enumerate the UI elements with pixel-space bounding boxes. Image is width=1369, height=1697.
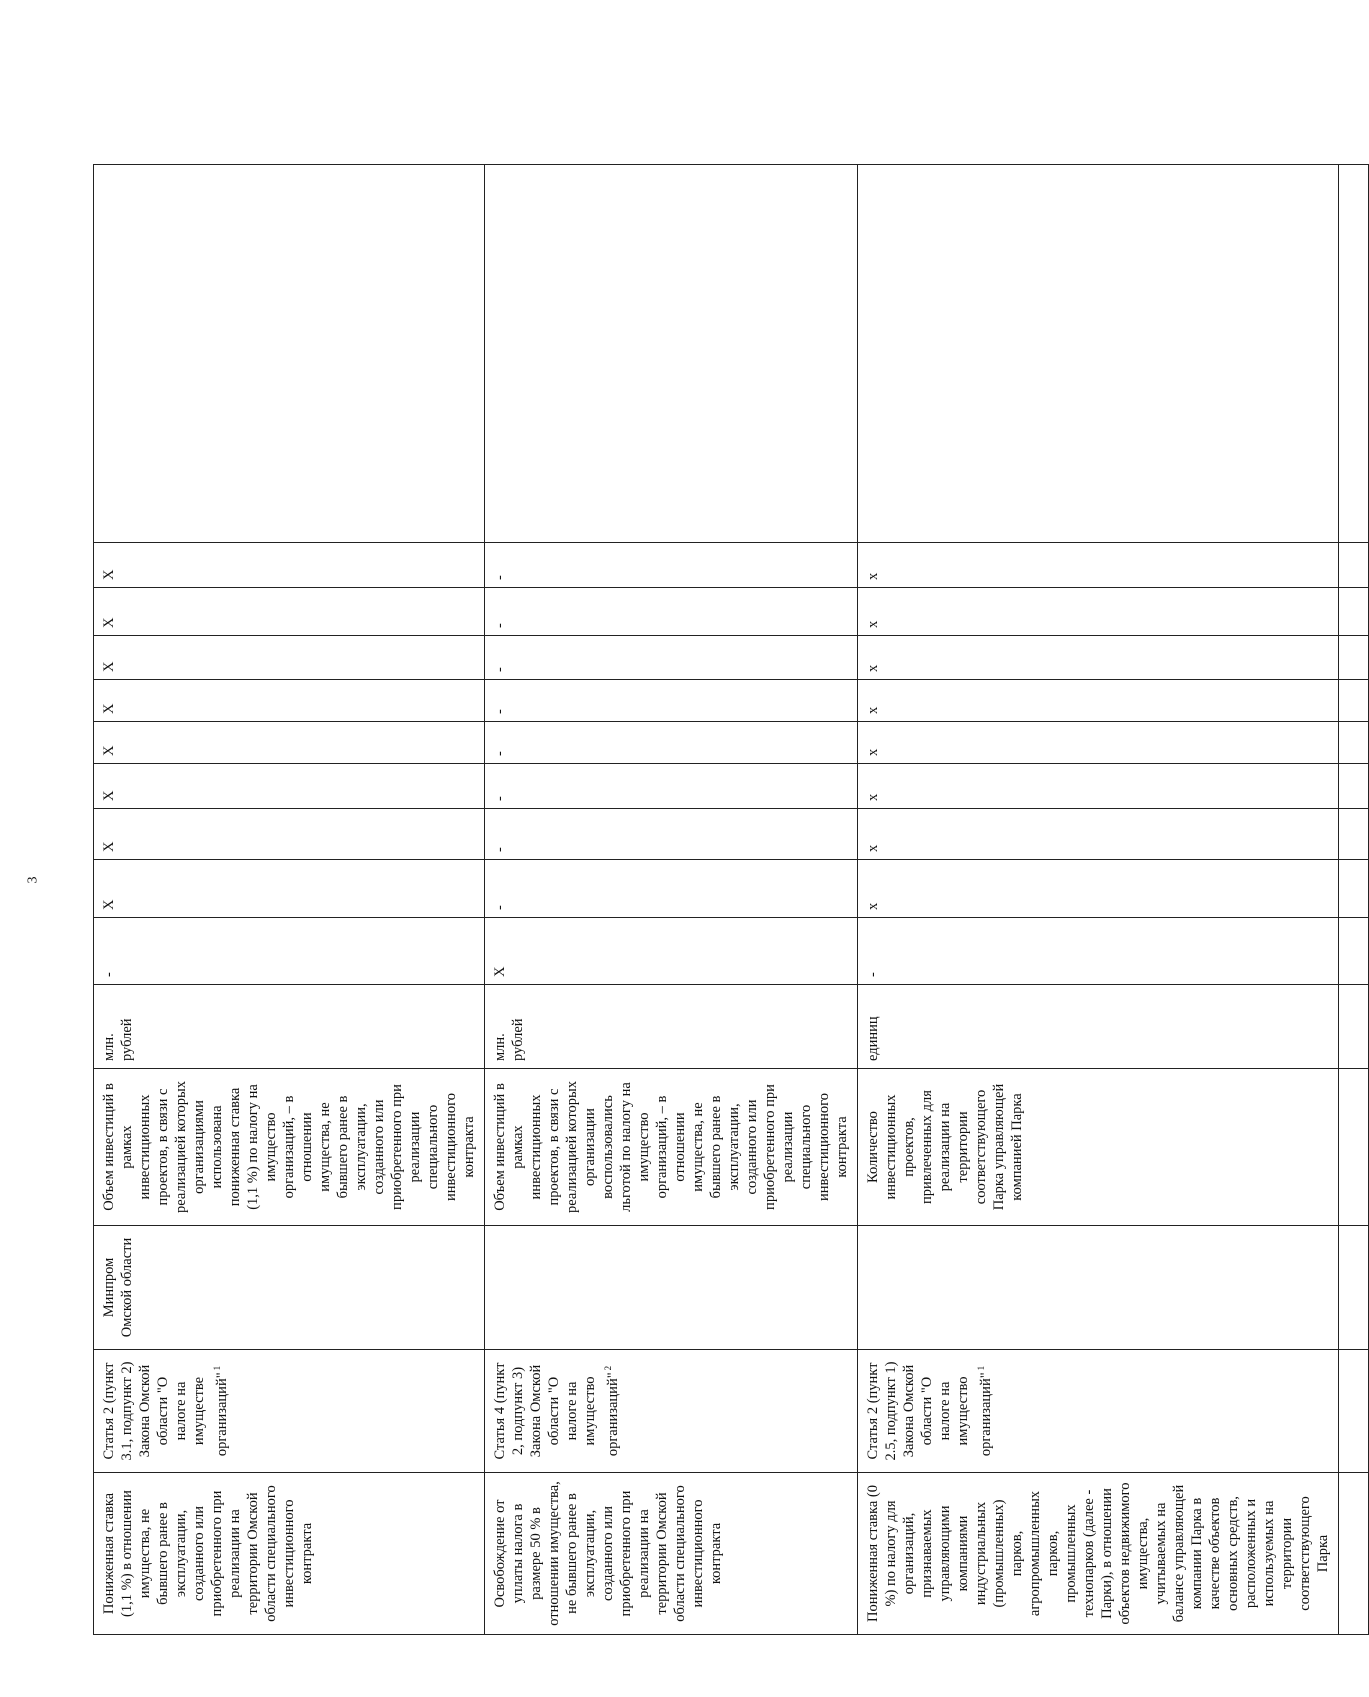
blank-cell — [1339, 1226, 1369, 1350]
table-row — [858, 165, 1339, 1635]
legal-basis: Статья 4 (пункт 2, подпункт 3) Закона Омской области "О налоге на имущество организаций"$^2$ — [485, 1350, 858, 1473]
value-cell: x — [858, 722, 1339, 764]
value-cell: x — [858, 809, 1339, 860]
blank-cell — [1339, 165, 1369, 543]
tax-benefits-table — [93, 164, 1369, 1635]
table-wrapper — [93, 165, 1331, 1635]
legal-basis: Статья 2 (пункт 3.1, подпункт 2) Закона Омской области "О налоге на имуществе организаций"$^1$ — [94, 1350, 485, 1473]
unit: единиц — [858, 985, 1339, 1069]
value-cell: X — [94, 764, 485, 809]
unit: млн. рублей — [485, 985, 858, 1069]
table-row — [94, 165, 485, 1635]
blank-cell — [1339, 722, 1369, 764]
blank-cell — [1339, 985, 1369, 1069]
blank-cell — [94, 165, 485, 543]
value-cell: x — [858, 764, 1339, 809]
benefit-description: Пониженная ставка (1,1 %) в отношении имущества, не бывшего ранее в эксплуатации, созданного или приобретенного при реализации на территории Омской области специального инвестиционного контракта — [94, 1473, 485, 1635]
blank-cell — [485, 165, 858, 543]
blank-cell — [1339, 543, 1369, 588]
blank-cell — [1339, 1350, 1369, 1473]
value-cell: X — [94, 543, 485, 588]
legal-basis: Статья 2 (пункт 2.5, подпункт 1) Закона Омской области "О налоге на имущество организаций"$^1$ — [858, 1350, 1339, 1473]
curator — [858, 1226, 1339, 1350]
blank-cell — [858, 165, 1339, 543]
value-cell: X — [94, 809, 485, 860]
footnote-mark: 2 — [603, 1365, 613, 1371]
value-cell: - — [94, 918, 485, 985]
value-cell: - — [485, 860, 858, 918]
value-cell: - — [485, 764, 858, 809]
value-cell: x — [858, 636, 1339, 680]
blank-cell — [1339, 860, 1369, 918]
blank-cell — [1339, 680, 1369, 722]
value-cell: X — [94, 588, 485, 636]
footnote-mark: 1 — [212, 1365, 222, 1371]
value-cell: X — [94, 860, 485, 918]
value-cell: X — [485, 918, 858, 985]
value-cell: - — [485, 543, 858, 588]
indicator-description: Объем инвестиций в рамках инвестиционных проектов, в связи с реализацией которых организациями использована пониженная ставка (1,1 %) по налогу на имущество организаций, – в отношении имущества, не бывшего ранее в эксплуатации, созданного или приобретенного при реализации специального инвестиционного контракта — [94, 1069, 485, 1226]
page-number: 3 — [25, 876, 41, 884]
value-cell: - — [485, 636, 858, 680]
benefit-description: Освобождение от уплаты налога в размере 50 % в отношении имущества, не бывшего ранее в эксплуатации, созданного или приобретенного при реализации на территории Омской области специального инвестиционного контракта — [485, 1473, 858, 1635]
benefit-description: Пониженная ставка (0 %) по налогу для организаций, признаваемых управляющими компаниями индустриальных (промышленных) парков, агропромышленных парков, промышленных технопарков (далее - Парки), в отношении объектов недвижимого имущества, учитываемых на балансе управляющей компании Парка в качестве объектов основных средств, расположенных и используемых на территории соответствующего Парка — [858, 1473, 1339, 1635]
table-row — [485, 165, 858, 1635]
blank-cell — [1339, 764, 1369, 809]
blank-cell — [1339, 636, 1369, 680]
unit: млн. рублей — [94, 985, 485, 1069]
value-cell: X — [94, 722, 485, 764]
blank-cell — [1339, 1473, 1369, 1635]
curator — [485, 1226, 858, 1350]
blank-cell — [1339, 588, 1369, 636]
value-cell: - — [485, 588, 858, 636]
blank-cell — [1339, 918, 1369, 985]
indicator-description: Объем инвестиций в рамках инвестиционных проектов, в связи с реализацией которых организации воспользовались льготой по налогу на имущество организаций, – в отношении имущества, не бывшего ранее в эксплуатации, созданного или приобретенного при реализации специального инвестиционного контракта — [485, 1069, 858, 1226]
indicator-description: Количество инвестиционных проектов, привлеченных для реализации на территории соответствующего Парка управляющей компанией Парка — [858, 1069, 1339, 1226]
value-cell: x — [858, 588, 1339, 636]
value-cell: - — [485, 680, 858, 722]
value-cell: X — [94, 636, 485, 680]
value-cell: - — [485, 809, 858, 860]
blank-cell — [1339, 1069, 1369, 1226]
value-cell: X — [94, 680, 485, 722]
value-cell: x — [858, 680, 1339, 722]
blank-cell — [1339, 809, 1369, 860]
value-cell: - — [858, 918, 1339, 985]
value-cell: x — [858, 860, 1339, 918]
table-row — [1339, 165, 1369, 1635]
value-cell: - — [485, 722, 858, 764]
value-cell: x — [858, 543, 1339, 588]
footnote-mark: 1 — [976, 1365, 986, 1371]
curator: Минпром Омской области — [94, 1226, 485, 1350]
